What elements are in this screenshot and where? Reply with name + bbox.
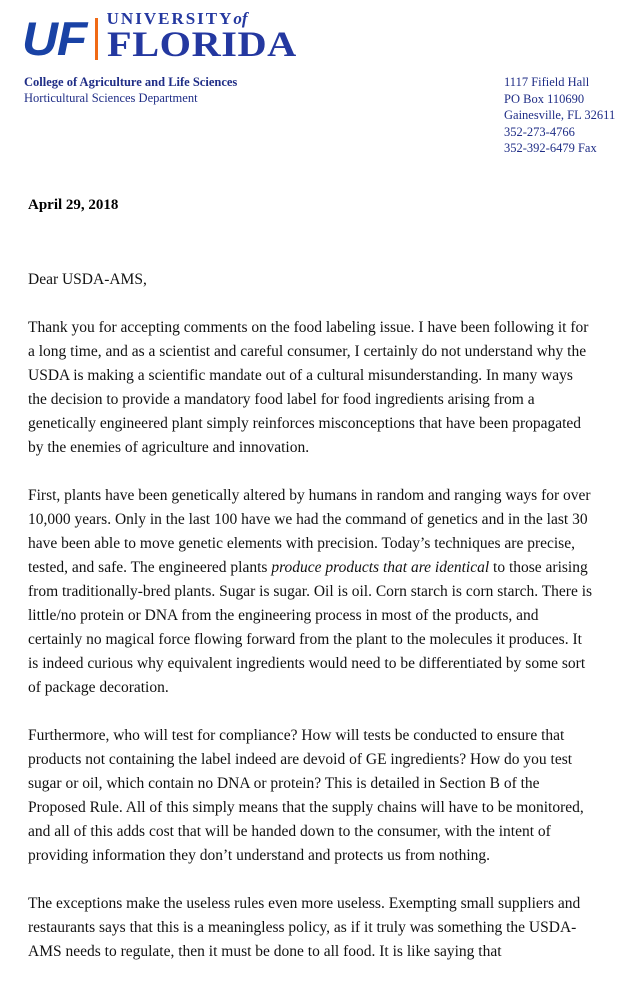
letter-paragraph-3: Furthermore, who will test for compliance? How will tests be conducted to ensure that products not containing the label indeed are devoid of GE ingredients? How do you test sugar or oil, which contain no DNA or protein? This is detailed in Section B of the Proposed Rule. All of this simply means that the supply chains will have to be monitored, and all of this adds cost that will be handed down to the consumer, with the intent of providing information they don’t understand and protects us from nothing.: [28, 727, 584, 864]
letter-paragraph-2: [28, 484, 594, 700]
paragraph-2-text-a: First, plants have been genetically altered by humans in random and ranging ways for over 10,000 years. Only in the last 100 have we had the command of genetics and in the last 30 have been able to move genetic elements with precision. Today’s techniques are precise, tested, and safe. The engineered plants: [28, 487, 591, 576]
address-line-city: Gainesville, FL 32611: [504, 108, 616, 122]
paragraph-2-emphasis: produce products that are identical: [271, 559, 490, 576]
address-line-pobox: PO Box 110690: [504, 91, 585, 106]
department-name: Horticultural Sciences Department: [24, 91, 198, 105]
uf-logo: [22, 6, 297, 65]
letter-paragraph-1: Thank you for accepting comments on the food labeling issue. I have been following it for a long time, and as a scientist and careful consumer, I certainly do not understand why the USDA is making a scientific mandate out of a cultural misunderstanding. In many ways the decision to provide a mandatory food label for food ingredients arising from a genetically engineered plant simply reinforces misconceptions that have been propagated by the enemies of agriculture and innovation.: [28, 319, 589, 456]
letter-salutation: Dear USDA-AMS,: [28, 271, 147, 288]
letter-paragraph-4: The exceptions make the useless rules even more useless. Exempting small suppliers and restaurants says that this is a meaningless policy, as if it truly was something the USDA-AMS needs to regulate, then it must be done to all food. It is like saying that: [28, 895, 581, 960]
logo-florida-word: FLORIDA: [106, 24, 297, 64]
paragraph-2-text-b: to those arising from traditionally-bred plants. Sugar is sugar. Oil is oil. Corn starch is corn starch. There is little/no protein or DNA from the engineering process in most of the products, and certainly no magical force flowing forward from the plant to the molecules it produces. It is indeed curious why equivalent ingredients would need to be differentiated by some sort of package decoration.: [28, 559, 593, 696]
address-line-building: 1117 Fifield Hall: [504, 75, 590, 89]
address-line-phone: 352-273-4766: [504, 124, 575, 139]
uf-monogram: UF: [22, 12, 87, 65]
logo-university-word: UNIVERSITY: [106, 9, 234, 28]
letter-body: [28, 268, 594, 988]
department-block: [24, 74, 237, 106]
logo-divider-bar: [95, 18, 98, 60]
college-name: College of Agriculture and Life Sciences: [24, 75, 238, 89]
logo-wordmark: [106, 9, 297, 64]
logo-of-word: of: [233, 9, 248, 28]
address-line-fax: 352-392-6479 Fax: [504, 141, 597, 155]
letter-date: April 29, 2018: [28, 197, 119, 213]
address-block: [504, 74, 615, 157]
